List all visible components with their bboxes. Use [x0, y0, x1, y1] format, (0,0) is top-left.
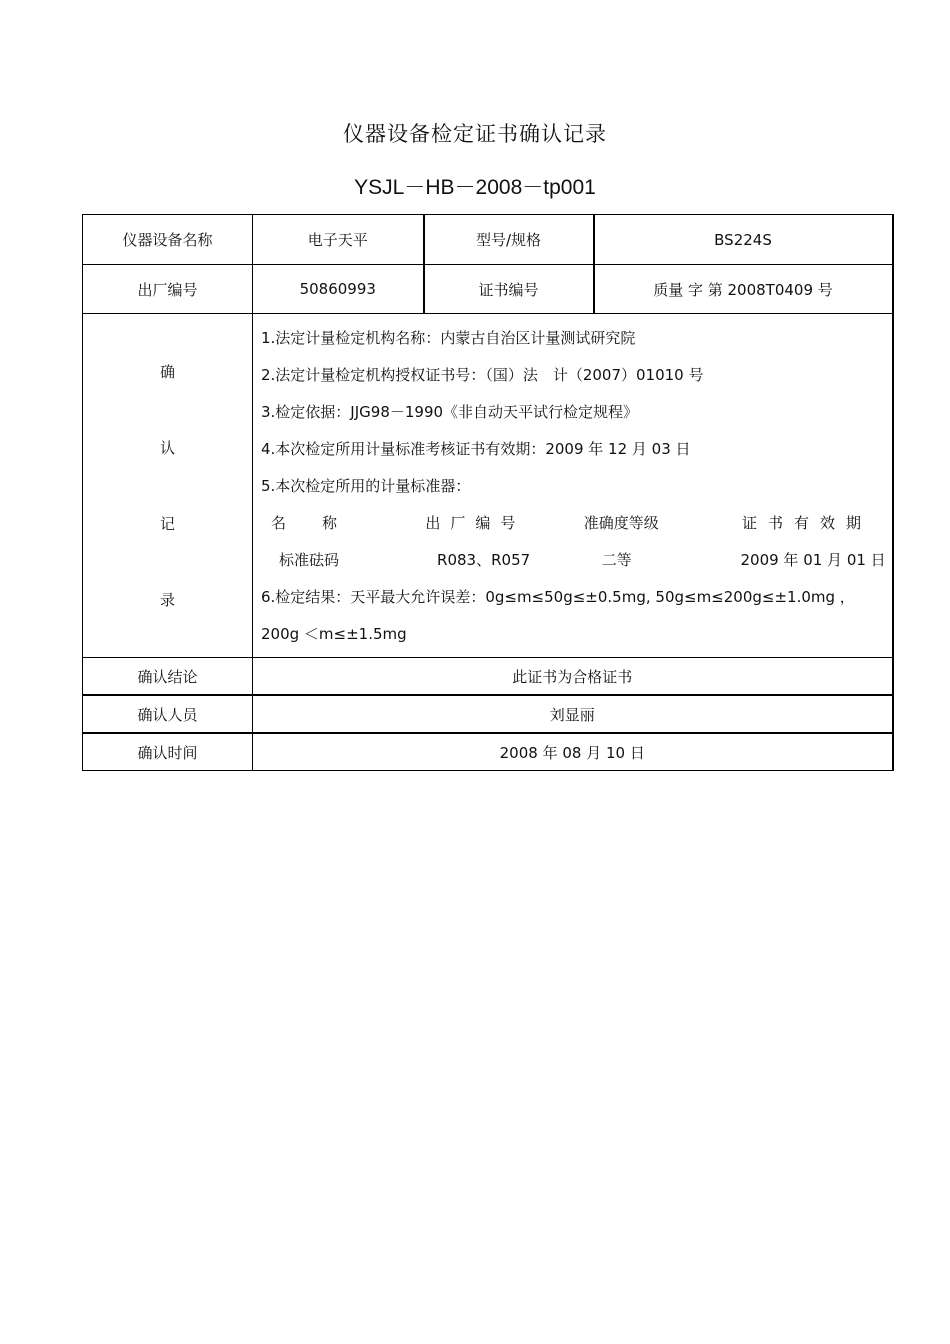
record-line-basis: 3.检定依据：JJG98－1990《非自动天平试行检定规程》 [261, 403, 639, 421]
standards-header [261, 505, 886, 542]
standards-validity: 2009 年 01 月 01 日 [740, 551, 886, 569]
standards-name: 标准砝码 [279, 551, 340, 569]
serial-value: 50860993 [253, 265, 424, 314]
equipment-row [83, 215, 893, 265]
record-details [253, 314, 893, 658]
record-label-char: 认 [159, 438, 175, 457]
conclusion-row [83, 658, 893, 696]
conclusion-value: 此证书为合格证书 [253, 658, 893, 696]
record-label-char: 录 [159, 591, 175, 610]
date-row [83, 733, 893, 771]
standards-header-name: 名称 [271, 514, 374, 532]
record-line-result: 6.检定结果：天平最大允许误差：0g≤m≤50g≤±0.5mg, 50g≤m≤200g≤±1.0mg ，200g ＜m≤±1.5mg [261, 588, 855, 643]
model-value: BS224S [594, 215, 893, 265]
serial-row [83, 265, 893, 314]
serial-label: 出厂编号 [83, 265, 253, 314]
person-value: 刘显丽 [253, 695, 893, 733]
equipment-name-value: 电子天平 [253, 215, 424, 265]
document-code: YSJL－HB－2008－tp001 [354, 176, 596, 199]
record-line-authorization: 2.法定计量检定机构授权证书号：（国）法 计（2007）01010 号 [261, 366, 704, 384]
standards-header-serial: 出厂编号 [425, 514, 526, 532]
standards-accuracy: 二等 [601, 551, 632, 569]
standards-serial: R083、R057 [437, 551, 531, 569]
date-label: 确认时间 [83, 733, 253, 771]
conclusion-label: 确认结论 [83, 658, 253, 696]
person-label: 确认人员 [83, 695, 253, 733]
standards-header-accuracy: 准确度等级 [583, 514, 659, 532]
date-value: 2008 年 08 月 10 日 [253, 733, 893, 771]
record-line-standards: 5.本次检定所用的计量标准器： [261, 477, 471, 495]
person-row [83, 695, 893, 733]
certificate-number-label: 证书编号 [424, 265, 594, 314]
standards-row [261, 542, 886, 579]
certificate-number-value: 质量 字 第 2008T0409 号 [594, 265, 893, 314]
record-row [83, 314, 893, 658]
model-label: 型号/规格 [424, 215, 594, 265]
confirmation-record-table [82, 214, 894, 771]
equipment-name-label: 仪器设备名称 [83, 215, 253, 265]
document-title: 仪器设备检定证书确认记录 [343, 122, 607, 146]
record-line-institution: 1.法定计量检定机构名称：内蒙古自治区计量测试研究院 [261, 329, 636, 347]
record-label-char: 确 [159, 362, 175, 381]
standards-header-validity: 证书有效期 [742, 514, 873, 532]
record-line-validity: 4.本次检定所用计量标准考核证书有效期：2009 年 12 月 03 日 [261, 440, 691, 458]
record-vertical-label [83, 314, 253, 658]
record-label-char: 记 [159, 515, 175, 534]
